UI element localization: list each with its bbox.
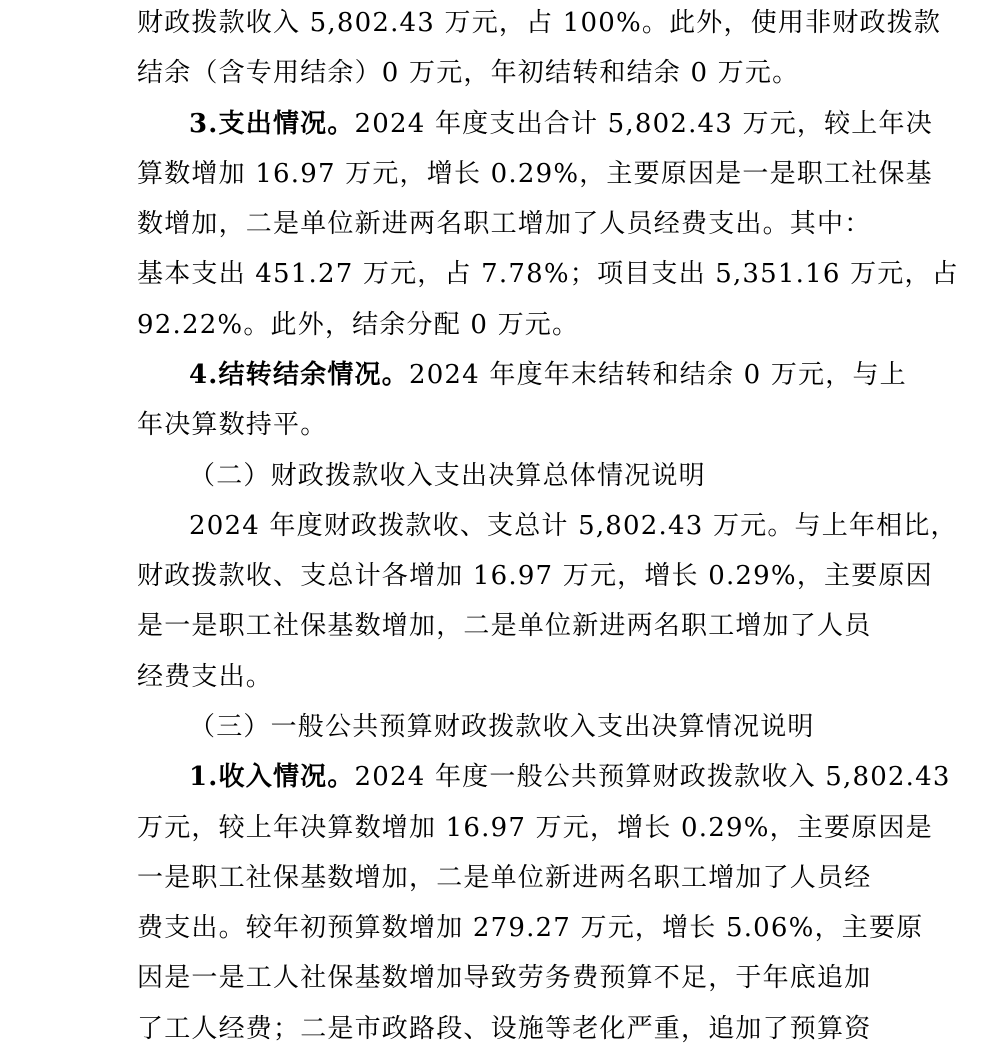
paragraph-line: 财政拨款收入 5,802.43 万元，占 100%。此外，使用非财政拨款 xyxy=(137,8,942,38)
paragraph-line: 因是一是工人社保基数增加导致劳务费预算不足，于年底追加 xyxy=(137,963,872,993)
paragraph-line: 经费支出。 xyxy=(137,662,274,692)
paragraph-line: 万元，较上年决算数增加 16.97 万元，增长 0.29%，主要原因是 xyxy=(137,813,933,843)
paragraph-line: 基本支出 451.27 万元，占 7.78%；项目支出 5,351.16 万元，占 xyxy=(137,259,959,289)
paragraph-line: 了工人经费；二是市政路段、设施等老化严重，追加了预算资 xyxy=(137,1014,872,1044)
paragraph-line: 一是职工社保基数增加，二是单位新进两名职工增加了人员经 xyxy=(137,863,872,893)
paragraph-text: 2024 年度支出合计 5,802.43 万元，较上年决 xyxy=(354,109,933,139)
paragraph-line: 是一是职工社保基数增加，二是单位新进两名职工增加了人员 xyxy=(137,611,872,641)
paragraph-line xyxy=(189,357,907,393)
section-heading: 4.结转结余情况。 xyxy=(189,360,409,390)
section-heading: 3.支出情况。 xyxy=(189,109,355,139)
paragraph-text: 2024 年度一般公共预算财政拨款收入 5,802.43 xyxy=(354,762,951,792)
paragraph-line: 算数增加 16.97 万元，增长 0.29%，主要原因是一是职工社保基 xyxy=(137,159,933,189)
paragraph-line: 财政拨款收、支总计各增加 16.97 万元，增长 0.29%，主要原因 xyxy=(137,561,933,591)
subsection-heading: （三）一般公共预算财政拨款收入支出决算情况说明 xyxy=(189,712,815,742)
paragraph-line: 数增加，二是单位新进两名职工增加了人员经费支出。其中： xyxy=(137,209,872,239)
paragraph-line: 费支出。较年初预算数增加 279.27 万元，增长 5.06%，主要原 xyxy=(137,913,924,943)
subsection-heading: （二）财政拨款收入支出决算总体情况说明 xyxy=(189,461,706,491)
paragraph-line: 结余（含专用结余）0 万元，年初结转和结余 0 万元。 xyxy=(137,58,800,88)
paragraph-line: 92.22%。此外，结余分配 0 万元。 xyxy=(137,310,580,340)
section-heading: 1.收入情况。 xyxy=(189,762,355,792)
paragraph-line: 年决算数持平。 xyxy=(137,410,328,440)
paragraph-line: 2024 年度财政拨款收、支总计 5,802.43 万元。与上年相比， xyxy=(189,511,958,541)
paragraph-line xyxy=(189,759,951,795)
paragraph-text: 2024 年度年末结转和结余 0 万元，与上 xyxy=(408,360,907,390)
paragraph-line xyxy=(189,106,933,142)
